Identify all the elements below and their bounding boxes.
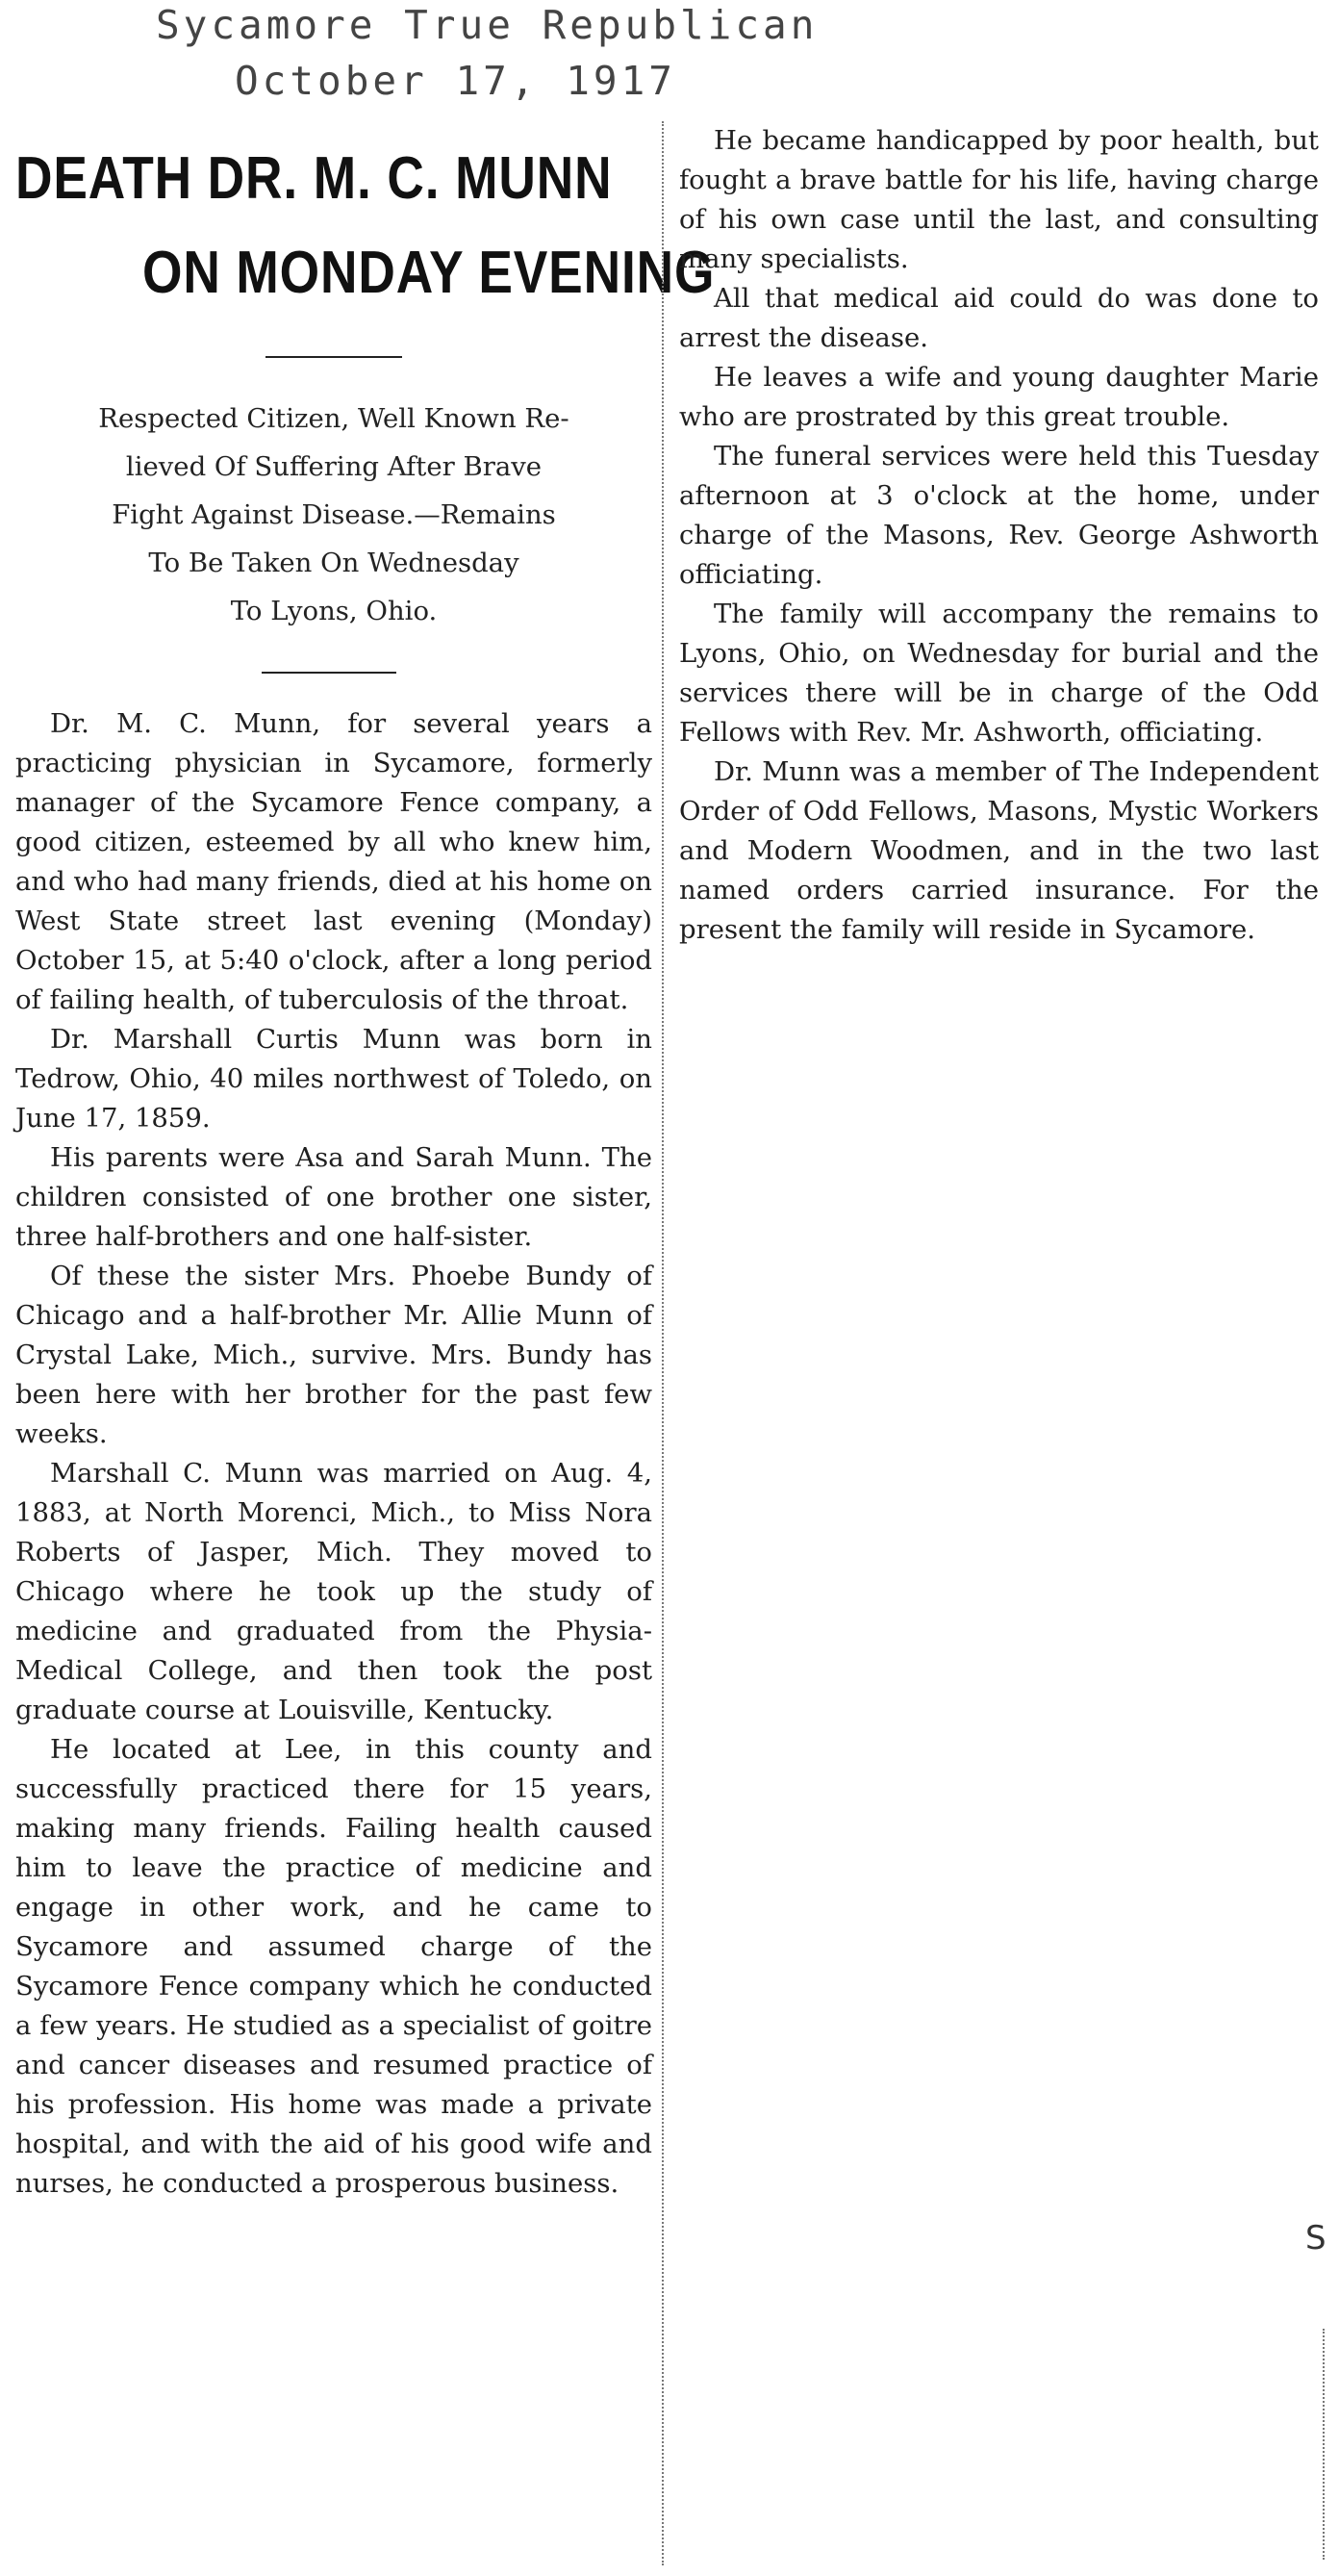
subhead-line: To Lyons, Ohio. [230,596,438,626]
adjacent-column-fragment: S [1305,2219,1326,2257]
article-paragraph: He became handicapped by poor health, but fought a brave battle for his life, having charge of his own case until the last, and consulting many specialists. [679,125,1319,274]
article-paragraph: Dr. M. C. Munn, for several years a practicing physician in Sycamore, formerly manager of the Sycamore Fence company, a good citizen, esteemed by all who knew him, and who had many friends, died at his home on West State street last evening (Monday) October 15, at 5:40 o'clock, after a long period of failing health, of tuberculosis of the throat. [15,708,652,1015]
article-column-right [679,121,1319,950]
subhead-line: lieved Of Suffering After Brave [125,451,543,482]
edge-column-divider [1323,2329,1325,2560]
subhead-line: Fight Against Disease.—Remains [112,499,556,530]
headline-rule [265,356,402,358]
article-paragraph: All that medical aid could do was done to arrest the disease. [679,283,1319,353]
column-divider [662,121,664,2565]
subhead-line: To Be Taken On Wednesday [148,548,519,578]
article-paragraph: The funeral services were held this Tuesday afternoon at 3 o'clock at the home, under charge of the Masons, Rev. George Ashworth officiating. [679,441,1319,590]
subhead [15,395,652,635]
article-paragraph: His parents were Asa and Sarah Munn. The children consisted of one brother one sister, three half-brothers and one half-sister. [15,1142,652,1252]
article-paragraph: Marshall C. Munn was married on Aug. 4, 1883, at North Morenci, Mich., to Miss Nora Roberts of Jasper, Mich. They moved to Chicago where he took up the study of medicine and graduated from the Physia-Medical College, and then took the post graduate course at Louisville, Kentucky. [15,1458,652,1725]
article-paragraph: Dr. Munn was a member of The Independent Order of Odd Fellows, Masons, Mystic Workers and Modern Woodmen, and in the two last named orders carried insurance. For the present the family will reside in Sycamore. [679,756,1319,945]
subhead-rule [262,672,396,674]
article-column-left [15,704,652,2204]
headline-line-2: ON MONDAY EVENING [142,240,716,306]
article-paragraph: The family will accompany the remains to Lyons, Ohio, on Wednesday for burial and the services there will be in charge of the Odd Fellows with Rev. Mr. Ashworth, officiating. [679,599,1319,748]
subhead-line: Respected Citizen, Well Known Re- [98,403,569,434]
article-paragraph: Of these the sister Mrs. Phoebe Bundy of Chicago and a half-brother Mr. Allie Munn of Crystal Lake, Mich., survive. Mrs. Bundy has been here with her brother for the past few weeks. [15,1261,652,1449]
headline-line-1: DEATH DR. M. C. MUNN [15,145,613,212]
article-paragraph: He located at Lee, in this county and successfully practiced there for 15 years, making many friends. Failing health caused him to leave the practice of medicine and engage in other work, and he came to Sycamore and assumed charge of the Sycamore Fence company which he conducted a few years. He studied as a specialist of goitre and cancer diseases and resumed practice of his profession. His home was made a private hospital, and with the aid of his good wife and nurses, he conducted a prosperous business. [15,1734,652,2199]
masthead-date: October 17, 1917 [235,58,676,104]
article-paragraph: Dr. Marshall Curtis Munn was born in Tedrow, Ohio, 40 miles northwest of Toledo, on June 17, 1859. [15,1024,652,1134]
article-paragraph: He leaves a wife and young daughter Marie who are prostrated by this great trouble. [679,362,1319,432]
masthead-paper-name: Sycamore True Republican [156,2,819,48]
